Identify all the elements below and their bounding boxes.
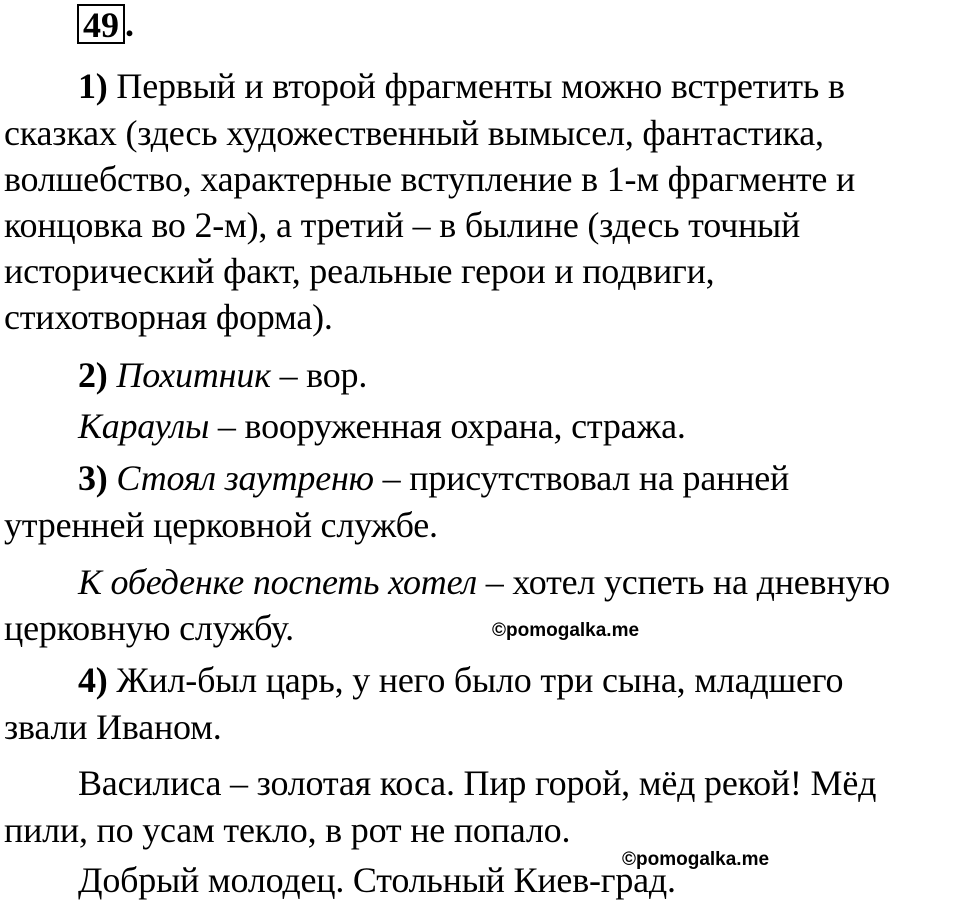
- p4-line-1: [78, 660, 843, 700]
- p3-line-4: церковную службу.: [4, 608, 294, 648]
- p3-line-3: [78, 562, 890, 602]
- p3-line-2: утренней церковной службе.: [4, 505, 438, 545]
- p4-line-4: пили, по усам текло, в рот не попало.: [4, 810, 571, 850]
- p1-line-5: исторический факт, реальные герои и подвиги,: [4, 251, 715, 291]
- task-number: [77, 4, 134, 44]
- p2-def-1: – вор.: [270, 355, 368, 395]
- p4-line-2: звали Иваном.: [4, 707, 222, 747]
- p2-line-2: [78, 406, 686, 446]
- p1-text-1: Первый и второй фрагменты можно встретить в: [107, 66, 845, 106]
- p3-def-1a: – присутствовал на ранней: [373, 458, 790, 498]
- p2-line-1: [78, 355, 367, 395]
- p4-text-1: Жил-был царь, у него было три сына, младшего: [107, 660, 844, 700]
- p2-def-2: – вооруженная охрана, стража.: [209, 406, 686, 446]
- task-number-box: 49: [77, 4, 125, 44]
- p3-label: 3): [78, 458, 108, 498]
- p4-label: 4): [78, 660, 108, 700]
- p3-term-1: Стоял заутреню: [116, 458, 374, 498]
- watermark-1: ©pomogalka.me: [492, 620, 640, 641]
- p2-label: 2): [78, 355, 108, 395]
- p1-line-6: стихотворная форма).: [4, 297, 333, 337]
- p3-term-2: К обеденке поспеть хотел: [78, 562, 477, 602]
- p2-term-2: Караулы: [78, 406, 210, 446]
- watermark-2: ©pomogalka.me: [622, 849, 770, 870]
- p4-line-5: Добрый молодец. Стольный Киев-град.: [78, 860, 676, 900]
- p2-term-1: Похитник: [116, 355, 271, 395]
- task-number-dot: .: [125, 4, 134, 44]
- p3-def-2a: – хотел успеть на дневную: [476, 562, 890, 602]
- p1-line-2: сказках (здесь художественный вымысел, фантастика,: [4, 113, 824, 153]
- p3-line-1: [78, 458, 789, 498]
- p1-line-3: волшебство, характерные вступление в 1-м фрагменте и: [4, 159, 856, 199]
- p4-line-3: Василиса – золотая коса. Пир горой, мёд рекой! Мёд: [78, 763, 877, 803]
- p1-label: 1): [78, 66, 108, 106]
- p1-line-4: концовка во 2-м), а третий – в былине (здесь точный: [4, 205, 801, 245]
- p1-line-1: [78, 66, 845, 106]
